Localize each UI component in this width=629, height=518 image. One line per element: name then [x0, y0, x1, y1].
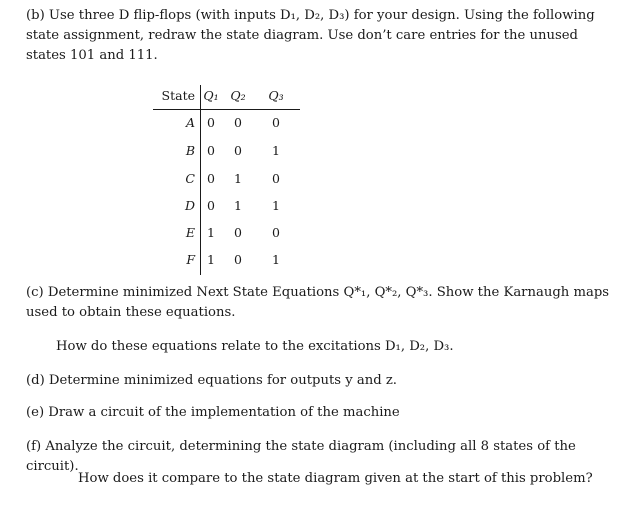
- table-row: [153, 222, 303, 244]
- header-q1: Q₁: [203, 88, 219, 103]
- table-row: [153, 249, 303, 271]
- q2-value: 1: [234, 198, 242, 213]
- part-f-subquestion: How does it compare to the state diagram given at the start of this problem?: [78, 471, 593, 486]
- state-label: B: [185, 143, 195, 158]
- table-header-row: [153, 85, 303, 107]
- state-label: A: [185, 115, 195, 130]
- state-label: F: [186, 252, 195, 267]
- q3-value: 0: [272, 171, 280, 186]
- q3-value: 0: [272, 225, 280, 240]
- table-row: [153, 140, 303, 162]
- q2-value: 0: [234, 225, 242, 240]
- q1-value: 0: [207, 143, 215, 158]
- q2-value: 0: [234, 143, 242, 158]
- table-row: [153, 168, 303, 190]
- q3-value: 1: [272, 143, 280, 158]
- header-q2: Q₂: [230, 88, 246, 103]
- header-state: State: [161, 88, 195, 103]
- part-c-subquestion: How do these equations relate to the excitations D₁, D₂, D₃.: [56, 339, 454, 354]
- table-horizontal-rule: [153, 109, 300, 110]
- q3-value: 0: [272, 115, 280, 130]
- q2-value: 1: [234, 171, 242, 186]
- q2-value: 0: [234, 115, 242, 130]
- q3-value: 1: [272, 252, 280, 267]
- state-assignment-table: [153, 85, 303, 275]
- part-d-text: (d) Determine minimized equations for outputs y and z.: [26, 373, 397, 388]
- q2-value: 0: [234, 252, 242, 267]
- table-row: [153, 195, 303, 217]
- state-label: C: [185, 171, 195, 186]
- q1-value: 0: [207, 198, 215, 213]
- q1-value: 1: [207, 252, 215, 267]
- part-e-text: (e) Draw a circuit of the implementation of the machine: [26, 405, 400, 420]
- q1-value: 0: [207, 115, 215, 130]
- q1-value: 1: [207, 225, 215, 240]
- part-c-text: (c) Determine minimized Next State Equations Q*₁, Q*₂, Q*₃. Show the Karnaugh maps used to obtain these equations.: [26, 285, 610, 320]
- q3-value: 1: [272, 198, 280, 213]
- table-row: [153, 112, 303, 134]
- part-f-text: (f) Analyze the circuit, determining the state diagram (including all 8 states of the circuit).: [26, 439, 576, 474]
- state-label: D: [184, 198, 195, 213]
- header-q3: Q₃: [268, 88, 284, 103]
- state-label: E: [185, 225, 195, 240]
- part-b-text: (b) Use three D flip-flops (with inputs D₁, D₂, D₃) for your design. Using the following state assignment, redraw the state diagram. Use don’t care entries for the unused states 101 and 111.: [26, 8, 595, 63]
- q1-value: 0: [207, 171, 215, 186]
